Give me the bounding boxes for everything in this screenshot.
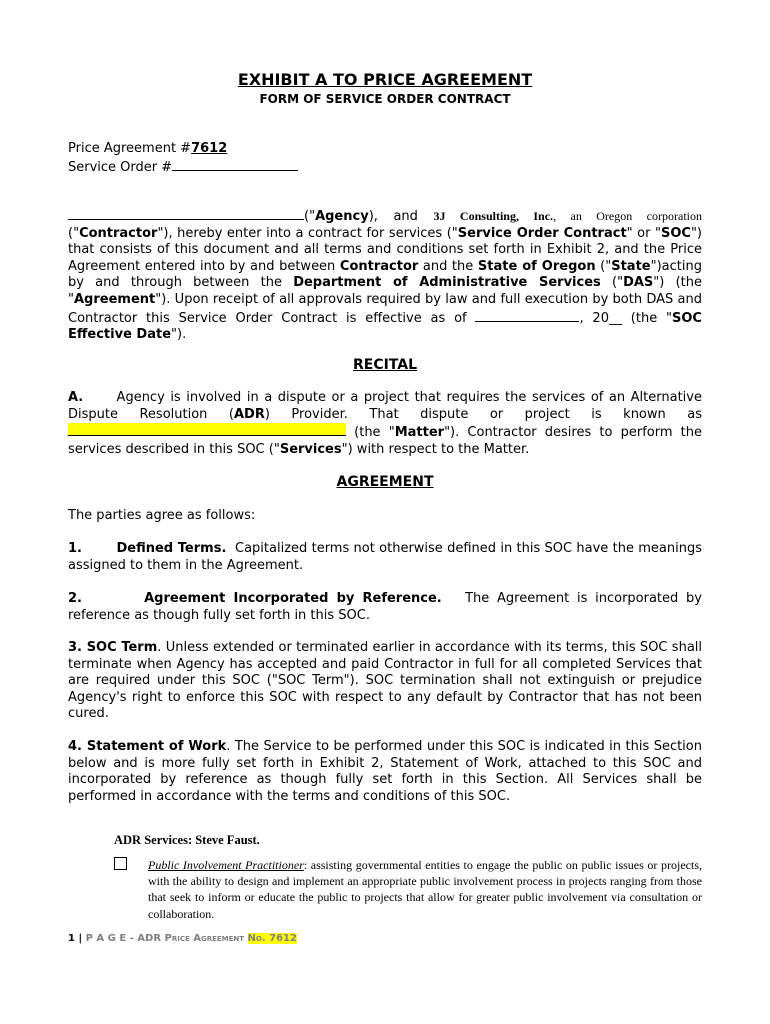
price-agreement-number: 7612 — [191, 141, 228, 156]
footer-agreement-number: No. 7612 — [247, 933, 297, 944]
recital-heading: RECITAL — [352, 357, 418, 373]
page-footer: 1 | P A G E - ADR Price Agreement No. 7612 — [68, 933, 297, 944]
service-item-title: Public Involvement Practitioner — [148, 858, 304, 872]
service-order-blank[interactable] — [172, 158, 298, 171]
agency-name-blank[interactable] — [68, 207, 304, 220]
section-2: 2. Agreement Incorporated by Reference. The Agreement is incorporated by reference as though fully set forth in this SOC. — [68, 591, 702, 623]
agreement-heading: AGREEMENT — [336, 474, 434, 490]
recital-paragraph: A. Agency is involved in a dispute or a project that requires the services of an Alternative Dispute Resolution (ADR) Provider. That dispute or project is known as (the "Matter"). Contractor desires to perform the services described in this SOC ("Services") with respect to the Matter. — [68, 390, 702, 457]
public-involvement-item: Public Involvement Practitioner: assisting governmental entities to engage the public on public issues or projects, with the ability to design and implement an appropriate public involvement process in projects ranging from those that seek to inform or educate the public to projects that allow for greater public involvement via consultation or collaboration. — [148, 858, 702, 921]
contractor-name: 3J Consulting, Inc. — [433, 209, 554, 223]
page-word: P A G E — [85, 933, 127, 944]
page-number: 1 — [68, 933, 75, 944]
effective-date-blank[interactable] — [475, 309, 579, 322]
service-order-line: Service Order # — [68, 158, 298, 177]
section-4: 4. Statement of Work. The Service to be performed under this SOC is indicated in this Section below and is more fully set forth in Exhibit 2, Statement of Work, attached to this SOC and incorporated by reference as though fully set forth in this Section. All Services shall be performed in accordance with the terms and conditions of this SOC. — [68, 739, 702, 804]
public-involvement-checkbox[interactable] — [114, 857, 127, 870]
matter-name-blank[interactable] — [68, 423, 346, 436]
section-3: 3. SOC Term. Unless extended or terminated earlier in accordance with its terms, this SOC shall terminate when Agency has accepted and paid Contractor in full for all completed Services that are required under this SOC ("SOC Term"). SOC termination shall not extinguish or prejudice Agency's right to enforce this SOC with respect to any default by Contractor that has not been cured. — [68, 640, 703, 722]
section-1: 1. Defined Terms. Capitalized terms not otherwise defined in this SOC have the meanings assigned to them in the Agreement. — [68, 541, 702, 573]
footer-label: ADR Price Agreement — [137, 933, 245, 944]
intro-paragraph: ("Agency), and 3J Consulting, Inc., an Oregon corporation ("Contractor"), hereby enter into a contract for services ("Service Order Contract" or "SOC") that consists of this document and all terms and conditions set forth in Exhibit 2, and the Price Agreement entered into by and between Contractor and the State of Oregon ("State")acting by and through between the Department of Administrative Services ("DAS") (the "Agreement"). Upon receipt of all approvals required by law and full execution by both DAS and Contractor this Service Order Contract is effective as of , 20__ (the "SOC Effective Date"). — [68, 209, 702, 343]
document-title: EXHIBIT A TO PRICE AGREEMENT — [237, 70, 533, 89]
price-agreement-line: Price Agreement #7612 — [68, 141, 228, 156]
agreement-intro: The parties agree as follows: — [68, 508, 256, 523]
document-subtitle: FORM OF SERVICE ORDER CONTRACT — [259, 92, 511, 106]
adr-services-heading: ADR Services: Steve Faust. — [114, 833, 260, 847]
